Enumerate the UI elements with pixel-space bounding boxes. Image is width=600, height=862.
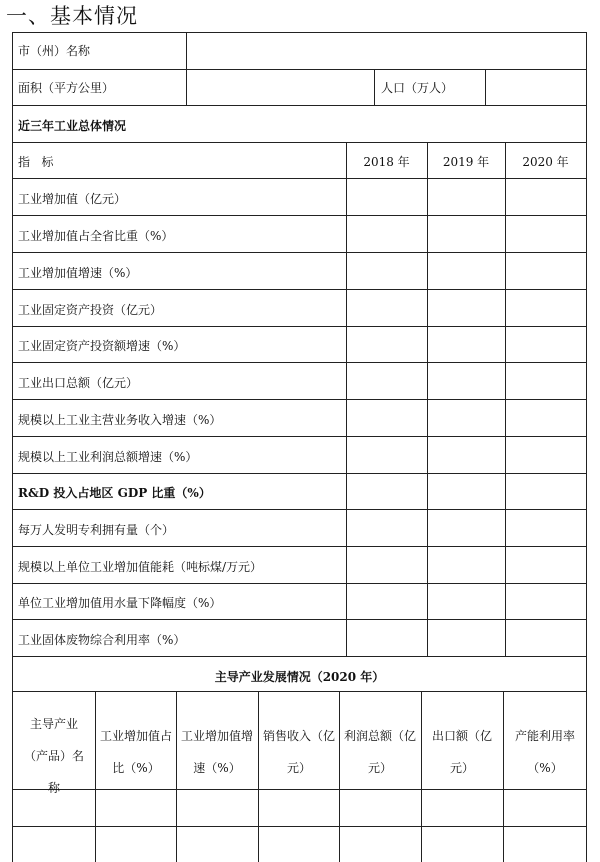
city-label: 市（州）名称 — [18, 44, 91, 58]
indicator-label: 工业增加值（亿元） — [18, 192, 127, 206]
section-title: 一、基本情况 — [6, 4, 138, 28]
column-header-value-added-share: 工业增加值占比（%） — [100, 729, 173, 775]
indicator-label: R&D 投入占地区 GDP 比重（%） — [18, 486, 211, 500]
indicator-label: 规模以上工业利润总额增速（%） — [18, 450, 198, 464]
column-header-total-profit: 利润总额（亿元） — [344, 729, 417, 775]
area-label: 面积（平方公里） — [18, 81, 115, 95]
year-header-2018: 2018 年 — [363, 155, 410, 169]
indicator-label: 规模以上工业主营业务收入增速（%） — [18, 413, 222, 427]
indicator-label: 每万人发明专利拥有量（个） — [18, 523, 175, 537]
indicator-header: 指 标 — [18, 155, 54, 169]
indicator-label: 工业增加值增速（%） — [18, 266, 138, 280]
indicator-label: 工业固定资产投资额增速（%） — [18, 339, 186, 353]
indicator-label: 工业出口总额（亿元） — [18, 376, 139, 390]
column-header-export-value: 出口额（亿元） — [431, 729, 492, 775]
leading-section-heading: 主导产业发展情况（2020 年） — [214, 670, 385, 684]
year-header-2020: 2020 年 — [522, 155, 569, 169]
indicator-label: 工业固定资产投资（亿元） — [18, 303, 163, 317]
population-label: 人口（万人） — [381, 81, 454, 95]
basic-info-form — [12, 32, 587, 862]
column-header-capacity-utilization: 产能利用率（%） — [514, 729, 575, 775]
column-header-industry-name: 主导产业（产品）名称 — [23, 717, 84, 795]
indicator-label: 单位工业增加值用水量下降幅度（%） — [18, 596, 222, 610]
indicator-label: 规模以上单位工业增加值能耗（吨标煤/万元） — [18, 560, 263, 574]
indicator-label: 工业固体废物综合利用率（%） — [18, 633, 186, 647]
column-header-sales-revenue: 销售收入（亿元） — [263, 729, 336, 775]
indicator-label: 工业增加值占全省比重（%） — [18, 229, 174, 243]
year-header-2019: 2019 年 — [442, 155, 490, 169]
column-header-value-added-growth: 工业增加值增速（%） — [181, 729, 254, 775]
industry-section-heading: 近三年工业总体情况 — [18, 119, 127, 133]
